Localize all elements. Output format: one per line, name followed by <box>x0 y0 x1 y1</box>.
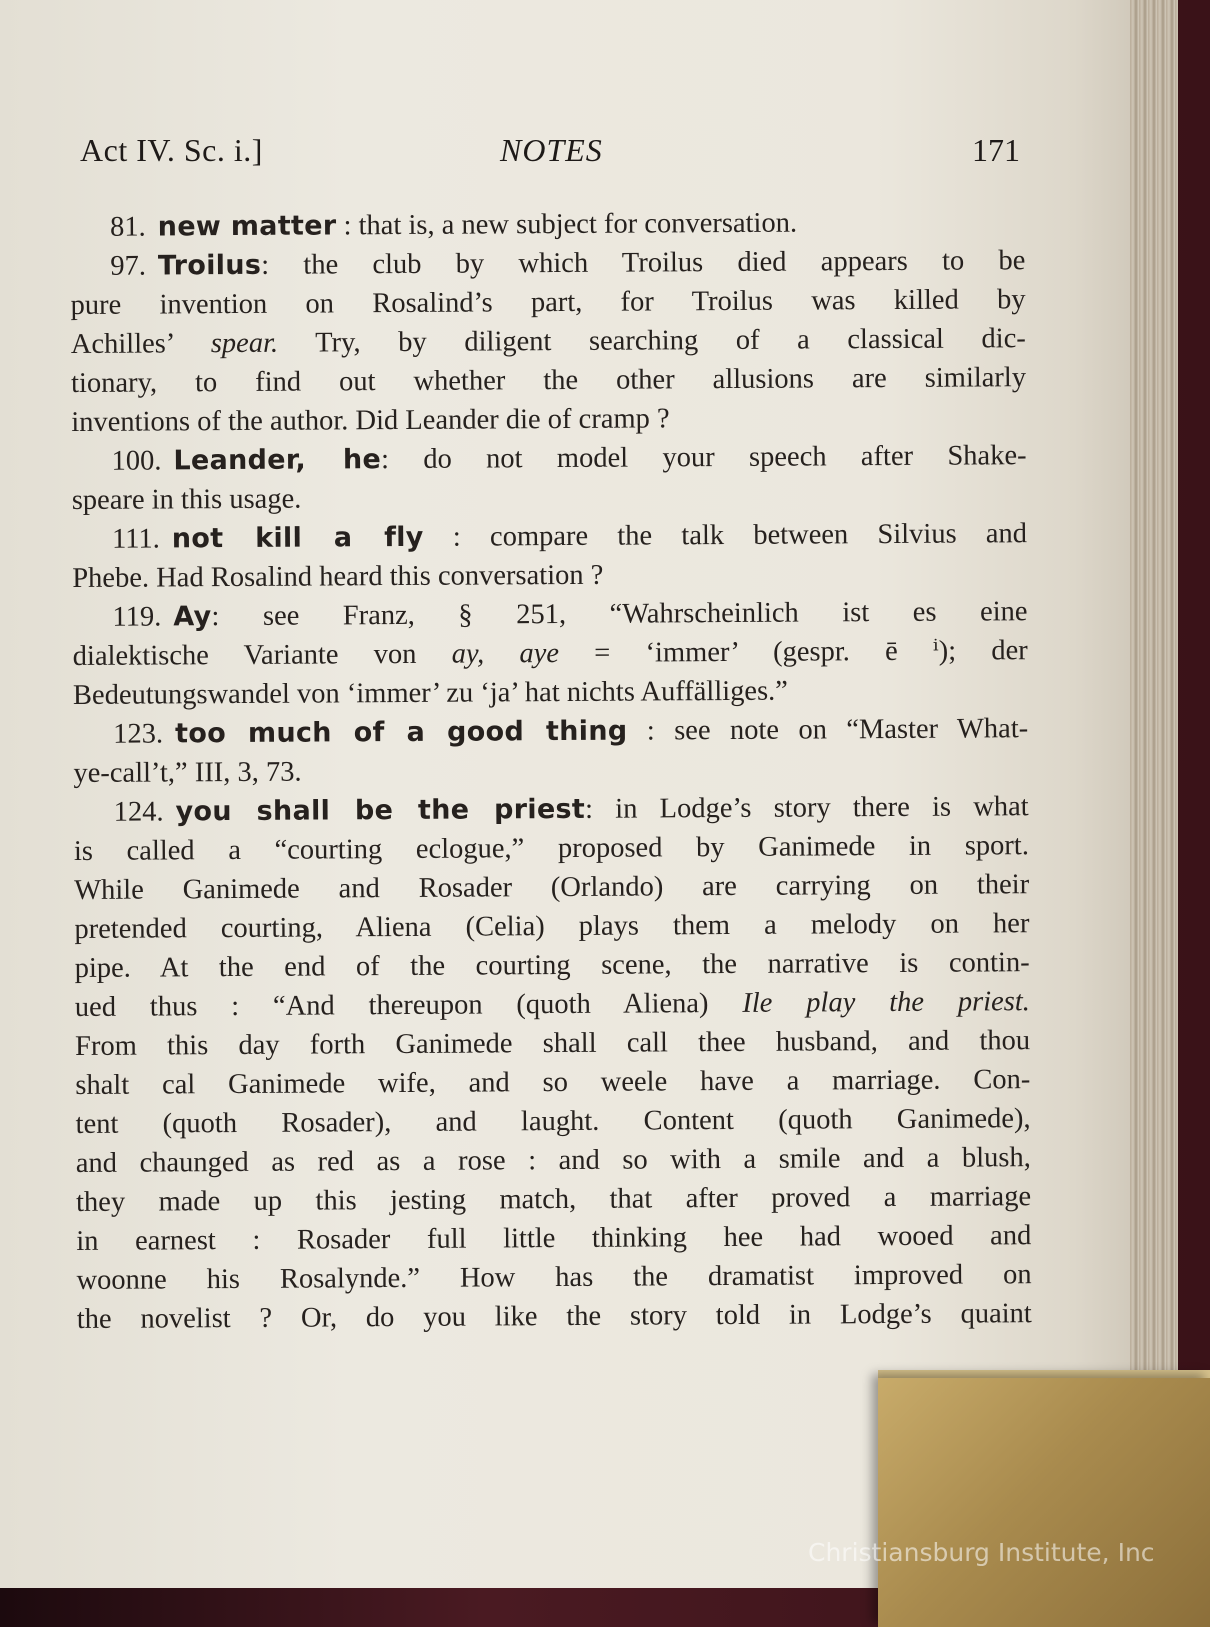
watermark: Christiansburg Institute, Inc <box>808 1538 1155 1567</box>
note-line: is called a “courting eclogue,” proposed by Ganimede in sport. <box>73 830 1030 867</box>
note-text: Achilles’ <box>70 328 211 360</box>
note-line: ye-call’t,” III, 3, 73. <box>73 756 302 789</box>
italic-word: ay, <box>451 638 485 670</box>
note-81 <box>70 202 1025 247</box>
note-number: 97. <box>110 250 147 282</box>
note-line: shalt cal Ganimede wife, and so weele have a marriage. Con- <box>75 1064 1031 1101</box>
note-line: pretended courting, Aliena (Celia) plays them a melody on her <box>74 908 1030 945</box>
note-line <box>71 319 1026 364</box>
foreground-box <box>878 1378 1210 1627</box>
note-text: = ‘immer’ (gespr. ē ⁱ); der <box>558 635 1028 670</box>
note-separator: : <box>211 600 264 633</box>
note-number: 124. <box>113 796 164 828</box>
note-line: pure invention on Rosalind’s part, for Troilus was killed by <box>70 284 1026 321</box>
note-separator: : <box>423 521 491 553</box>
italic-word: spear. <box>210 327 279 360</box>
note-line: From this day forth Ganimede shall call thee husband, and thou <box>75 1025 1031 1062</box>
note-text: compare the talk between Silvius and <box>489 518 1028 553</box>
note-line: speare in this usage. <box>71 483 302 516</box>
note-number: 81. <box>110 211 146 243</box>
italic-phrase: Ile play the priest. <box>742 986 1030 1019</box>
note-text: Try, by diligent searching of a classical dic- <box>278 323 1026 359</box>
note-line: tionary, to find out whether the other allusions are similarly <box>70 362 1027 399</box>
page-number: 171 <box>972 132 1020 168</box>
note-number: 111. <box>111 523 160 555</box>
note-line: inventions of the author. Did Leander die of cramp ? <box>71 403 670 438</box>
note-number: 123. <box>113 718 164 750</box>
note-line <box>75 982 1030 1027</box>
note-separator: : <box>336 210 359 242</box>
note-text: see note on “Master What- <box>674 713 1029 747</box>
note-separator: : <box>627 715 675 747</box>
page-edges <box>1130 0 1178 1580</box>
note-text: that is, a new subject for conversation. <box>358 207 798 242</box>
note-119 <box>72 592 1027 637</box>
note-line: While Ganimede and Rosader (Orlando) are carrying on their <box>74 869 1030 906</box>
note-100 <box>71 436 1026 481</box>
note-text: dialektische Variante von <box>72 638 452 672</box>
note-term: Troilus <box>157 249 262 282</box>
note-separator: : <box>584 793 616 825</box>
note-text: in Lodge’s story there is what <box>615 791 1029 825</box>
note-line: Bedeutungswandel von ‘immer’ zu ‘ja’ hat nichts Auffälliges.” <box>72 675 788 711</box>
note-line: woonne his Rosalynde.” How has the dramatist improved on <box>76 1259 1032 1296</box>
note-text <box>484 638 519 669</box>
note-term: not kill a fly <box>171 521 424 555</box>
note-separator: : <box>380 443 424 476</box>
page-header <box>80 132 1020 172</box>
note-line: the novelist ? Or, do you like the story told in Lodge’s quaint <box>76 1298 1032 1335</box>
note-text: ued thus : “And thereupon (quoth Aliena) <box>74 987 743 1023</box>
note-111 <box>72 514 1027 559</box>
italic-word: aye <box>519 638 560 670</box>
note-97 <box>70 241 1025 286</box>
note-term: Ay <box>173 601 212 633</box>
note-number: 100. <box>111 445 162 477</box>
note-123 <box>73 709 1028 754</box>
note-text: the club by which Troilus died appears to be <box>303 245 1026 281</box>
note-line: they made up this jesting match, that after proved a marriage <box>75 1181 1032 1218</box>
notes-body <box>70 202 1032 1339</box>
note-text: see Franz, § 251, “Wahrscheinlich ist es eine <box>262 596 1028 632</box>
note-separator: : <box>261 249 304 281</box>
note-line: tent (quoth Rosader), and laught. Content (quoth Ganimede), <box>75 1103 1031 1140</box>
note-line <box>73 631 1028 676</box>
note-term: Leander, he <box>173 444 382 477</box>
note-line: pipe. At the end of the courting scene, the narrative is contin- <box>74 947 1030 984</box>
note-number: 119. <box>112 601 162 633</box>
note-text: do not model your speech after Shake- <box>423 440 1027 475</box>
note-term: new matter <box>157 210 337 243</box>
note-line: in earnest : Rosader full little thinking hee had wooed and <box>76 1220 1032 1257</box>
note-line: and chaunged as red as a rose : and so with a smile and a blush, <box>75 1142 1031 1179</box>
note-124 <box>74 787 1029 832</box>
running-head: Act IV. Sc. i.] <box>80 132 263 168</box>
note-term: you shall be the priest <box>175 793 586 828</box>
note-term: too much of a good thing <box>174 715 628 750</box>
page-title: NOTES <box>500 132 603 168</box>
note-line: Phebe. Had Rosalind heard this conversation ? <box>72 559 604 594</box>
